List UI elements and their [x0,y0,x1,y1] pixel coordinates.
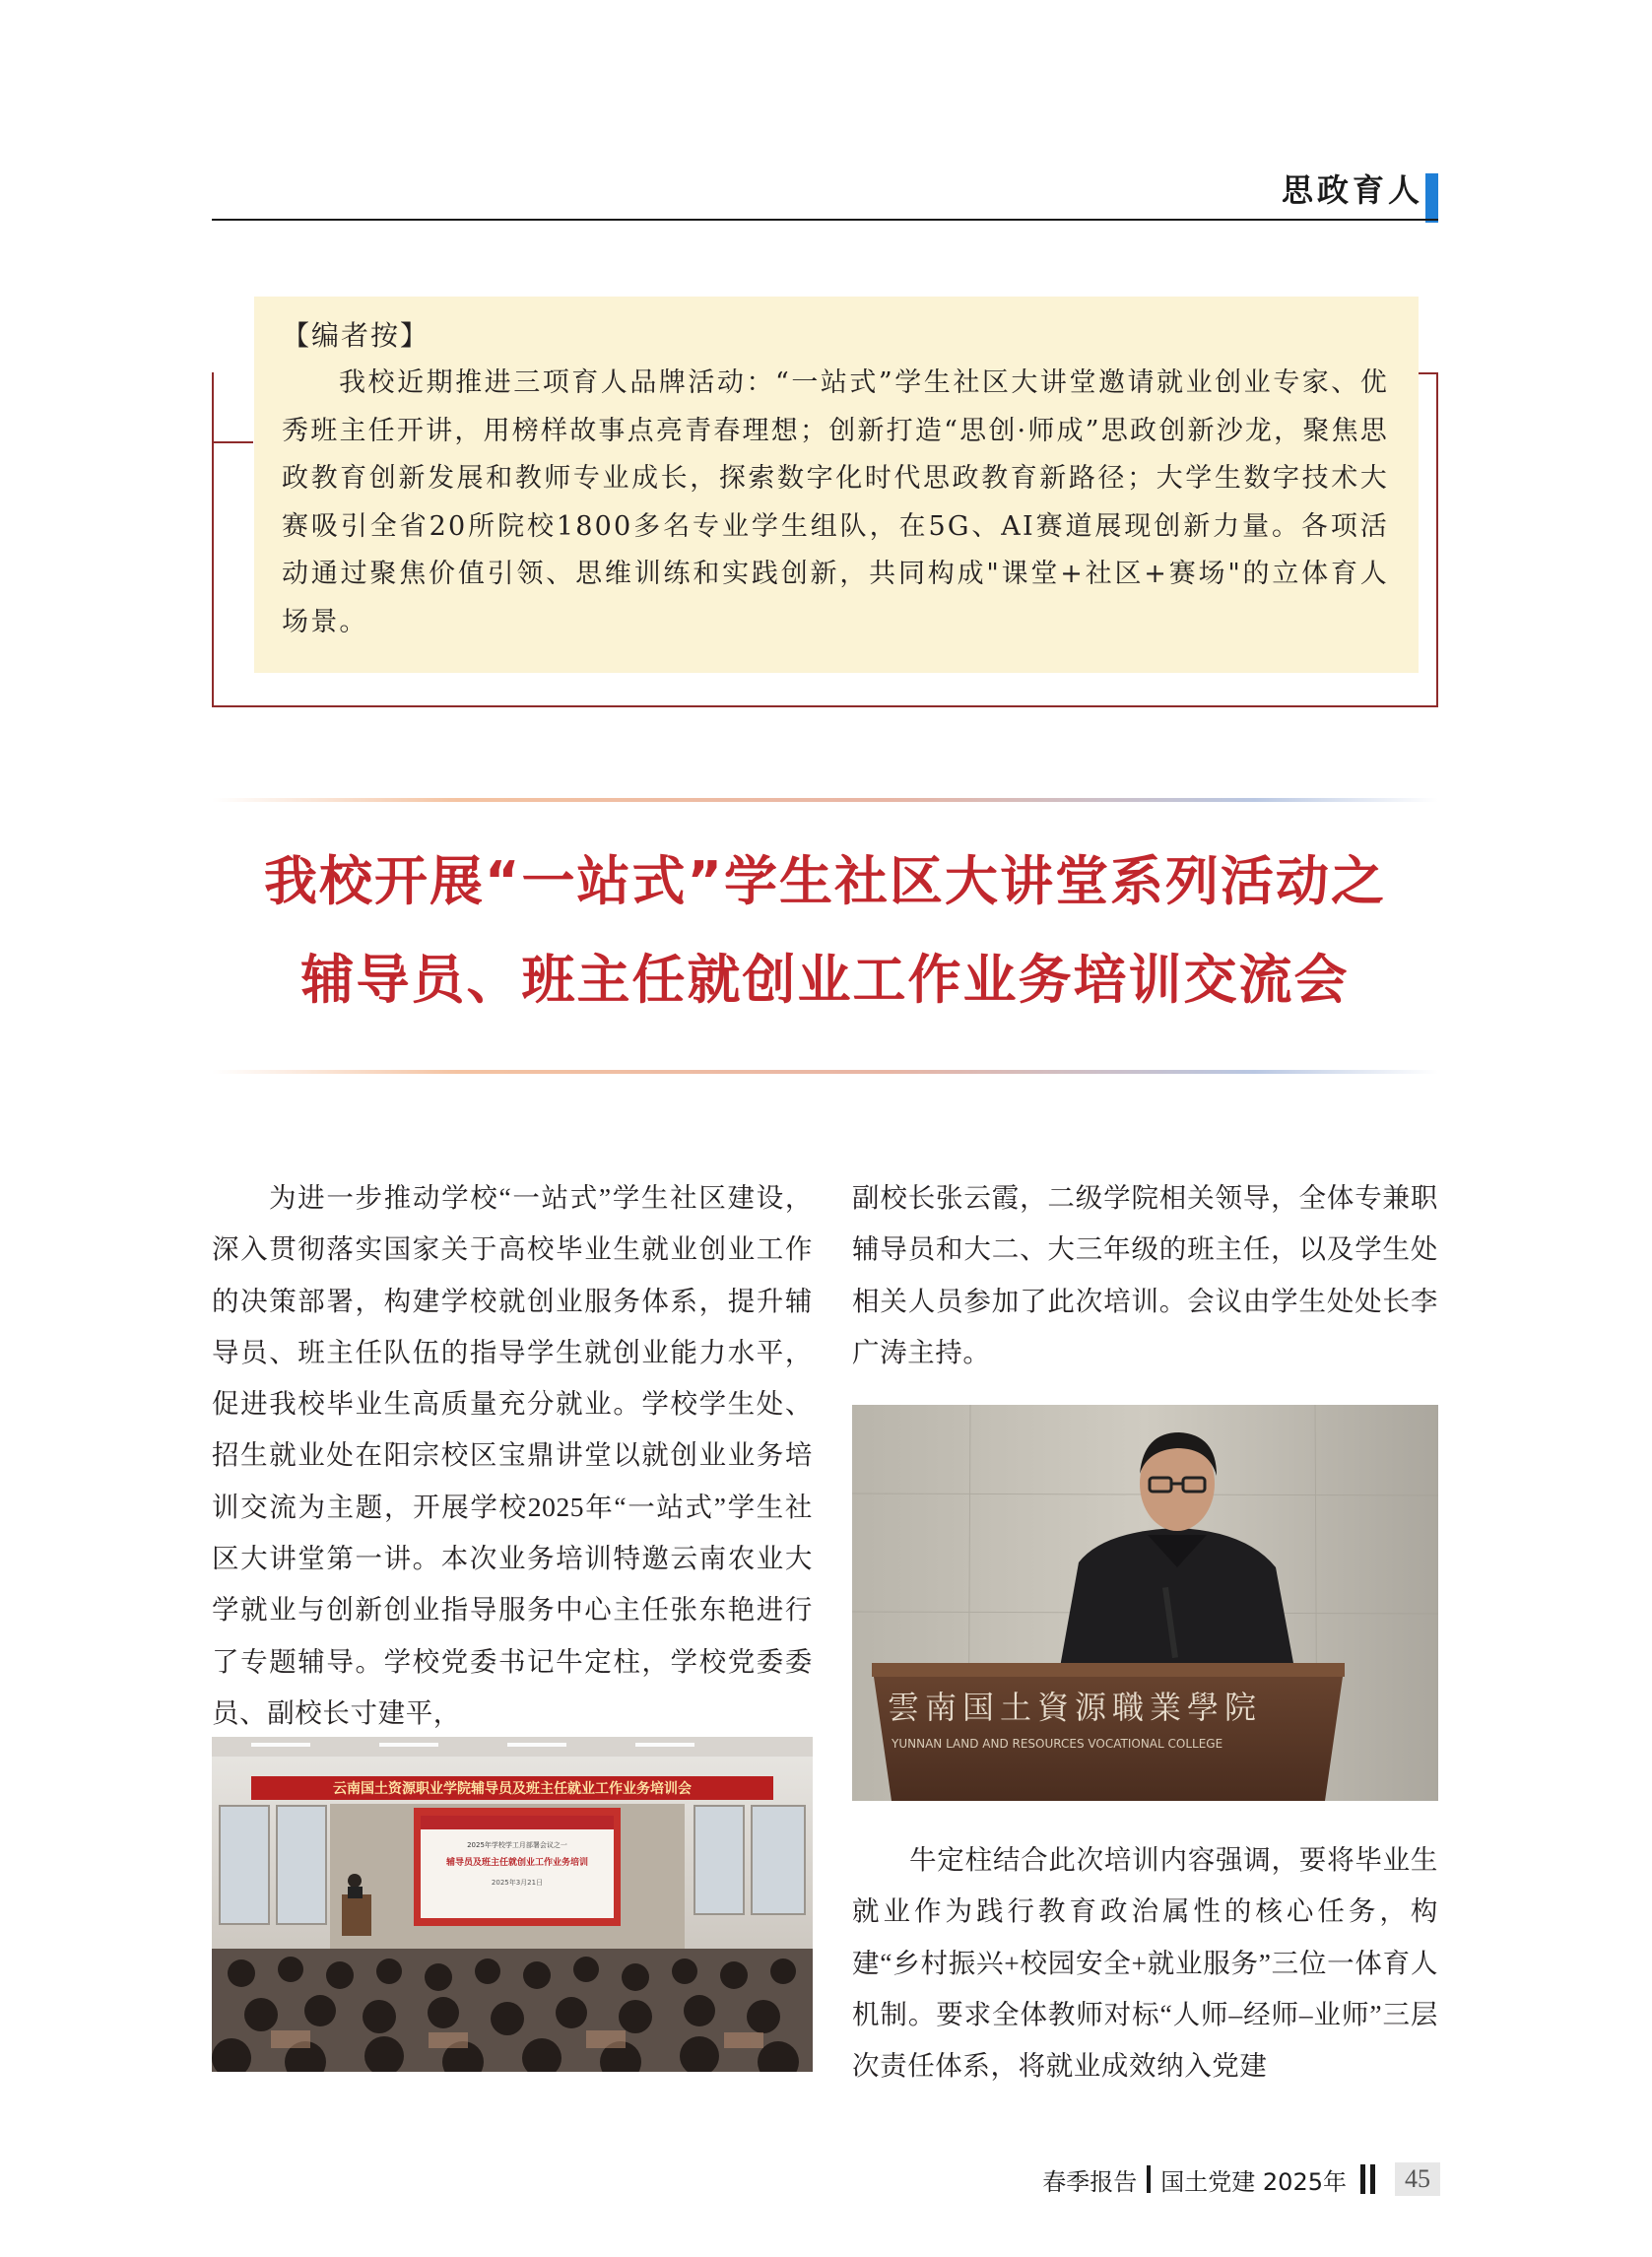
section-accent-bar [1425,173,1438,223]
editor-note-frame-corner [212,441,253,443]
meeting-photo-image [212,1737,813,2072]
article-title-line-1: 我校开展“一站式”学生社区大讲堂系列活动之 [264,850,1386,912]
screen-text-line-2: 辅导员及班主任就创业工作业务培训 [445,1858,589,1868]
article-paragraph-right-1: 副校长张云霞，二级学院相关领导，全体专兼职辅导员和大二、大三年级的班主任，以及学生处相关人员参加了此次培训。会议由学生处处长李广涛主持。 [852,1182,1438,1367]
footer-divider [1360,2164,1365,2194]
podium-college-name: 雲南国土資源職業學院 [888,1689,1263,1726]
footer-divider [1370,2164,1375,2194]
page-footer [1042,2161,1440,2197]
article-title-line-2: 辅导员、班主任就创业工作业务培训交流会 [300,949,1350,1011]
editor-note-body: 我校近期推进三项育人品牌活动：“一站式”学生社区大讲堂邀请就业创业专家、优秀班主任开讲，用榜样故事点亮青春理想；创新打造“思创·师成”思政创新沙龙，聚焦思政教育创新发展和教师专业成长，探索数字化时代思政教育新路径；大学生数字技术大赛吸引全省20所院校1800多名专业学生组队，在5G、AI赛道展现创新力量。各项活动通过聚焦价值引领、思维训练和实践创新，共同构成"课堂+社区+赛场"的立体育人场景。 [282,367,1389,637]
meeting-banner-text: 云南国土资源职业学院辅导员及班主任就业工作业务培训会 [333,1781,692,1797]
footer-issue: 春季报告 [1042,2167,1138,2196]
editor-note-frame-corner [1419,372,1438,374]
header-rule [212,219,1438,221]
footer-publication: 国土党建 2025年 [1160,2167,1347,2196]
editor-note [254,297,1419,673]
speaker-photo [852,1405,1438,1801]
screen-text-line-1: 2025年学校学工月部署会议之一 [467,1841,567,1849]
page-number: 45 [1395,2162,1440,2196]
footer-divider [1147,2165,1151,2193]
title-rule-bottom [212,1070,1438,1074]
meeting-photo [212,1737,813,2072]
screen-text-line-3: 2025年3月21日 [491,1879,544,1887]
article-paragraph-right-2: 牛定柱结合此次培训内容强调，要将毕业生就业作为践行教育政治属性的核心任务，构建“乡村振兴+校园安全+就业服务”三位一体育人机制。要求全体教师对标“人师–经师–业师”三层次责任体系，将就业成效纳入党建 [852,1844,1438,2082]
podium-college-name-en: YUNNAN LAND AND RESOURCES VOCATIONAL COLLEGE [892,1737,1223,1751]
title-rule-top [212,798,1438,802]
section-label: 思政育人 [1281,171,1423,209]
editor-note-heading: 【编者按】 [282,319,430,352]
speaker-photo-image [852,1405,1438,1801]
article-paragraph-left: 为进一步推动学校“一站式”学生社区建设，深入贯彻落实国家关于高校毕业生就业创业工作的决策部署，构建学校就创业服务体系，提升辅导员、班主任队伍的指导学生就创业能力水平，促进我校毕业生高质量充分就业。学校学生处、招生就业处在阳宗校区宝鼎讲堂以就创业业务培训交流为主题，开展学校2025年“一站式”学生社区大讲堂第一讲。本次业务培训特邀云南农业大学就业与创新创业指导服务中心主任张东艳进行了专题辅导。学校党委书记牛定柱，学校党委委员、副校长寸建平， [212,1182,813,1728]
